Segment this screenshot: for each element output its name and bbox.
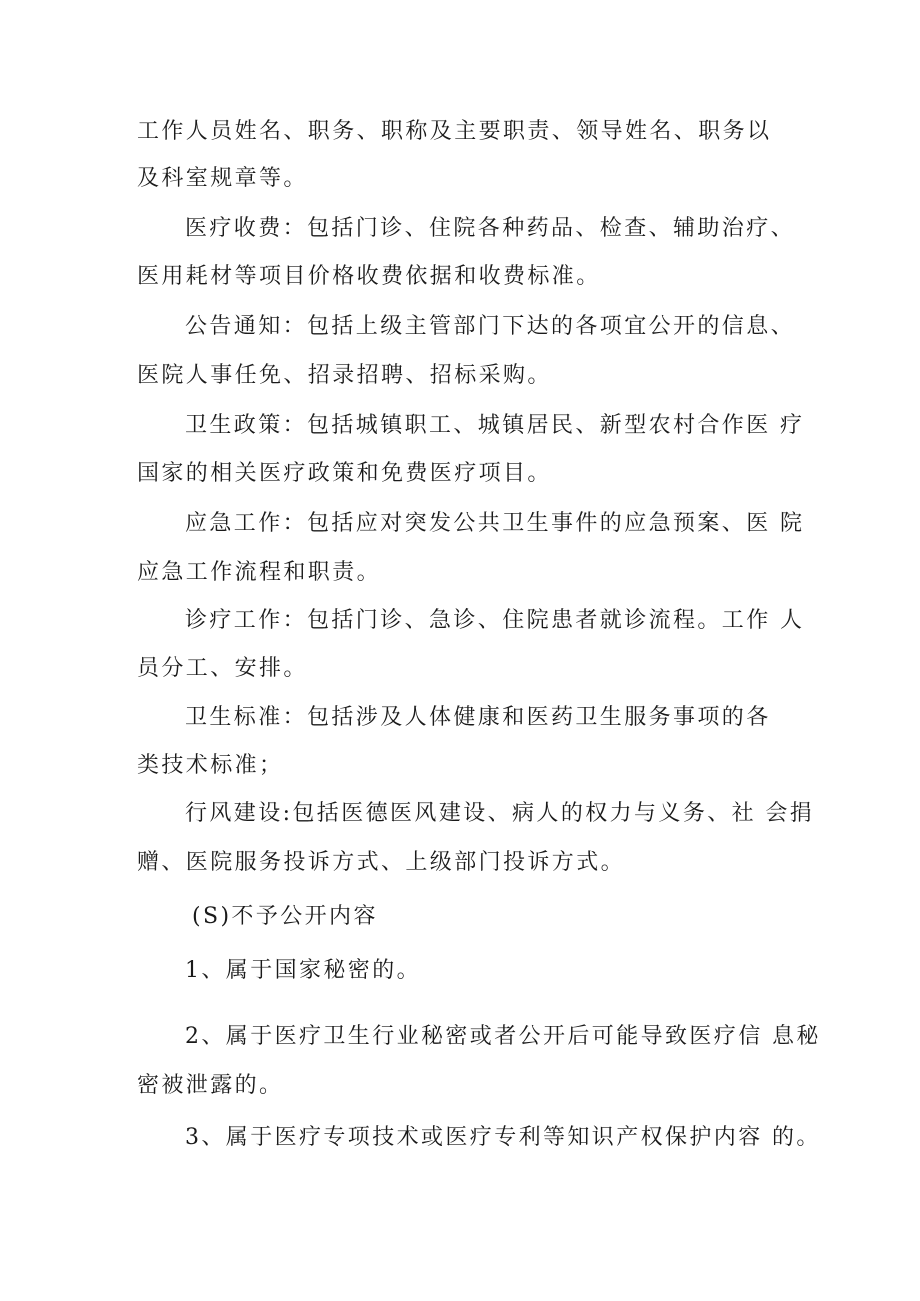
text-line: 赠、医院服务投诉方式、上级部门投诉方式。 [137,850,626,875]
text-line: 员分工、安排。 [137,656,308,681]
text-line: 密被泄露的。 [137,1073,284,1098]
text-line: 工作人员姓名、职务、职称及主要职责、领导姓名、职务以 [137,119,772,144]
text-line: 国家的相关医疗政策和免费医疗项目。 [137,461,552,486]
list-item: 2、属于医疗卫生行业秘密或者公开后可能导致医疗信 息秘 [185,1024,821,1049]
text-line: 医疗收费：包括门诊、住院各种药品、检查、辅助治疗、 [185,216,796,241]
text-line: 应急工作流程和职责。 [137,560,382,585]
text-line: 公告通知：包括上级主管部门下达的各项宜公开的信息、 [185,314,796,339]
text-line: 医用耗材等项目价格收费依据和收费标准。 [137,264,601,289]
section-heading: (S)不予公开内容 [192,904,378,929]
text-line: 卫生政策：包括城镇职工、城镇居民、新型农村合作医 疗 [185,413,805,438]
text-line: 行风建设:包括医德医风建设、病人的权力与义务、社 会捐 [185,801,815,826]
text-line: 医院人事任免、招录招聘、招标采购。 [137,363,552,388]
list-item: 1、属于国家秘密的。 [185,958,421,983]
text-line: 诊疗工作：包括门诊、急诊、住院患者就诊流程。工作 人 [185,608,805,633]
text-line: 卫生标准：包括涉及人体健康和医药卫生服务事项的各 [185,705,771,730]
text-line: 及科室规章等。 [137,166,308,191]
text-line: 应急工作：包括应对突发公共卫生事件的应急预案、医 院 [185,511,805,536]
text-line: 类技术标准； [137,753,284,778]
list-item: 3、属于医疗专项技术或医疗专利等知识产权保护内容 的。 [185,1125,821,1150]
